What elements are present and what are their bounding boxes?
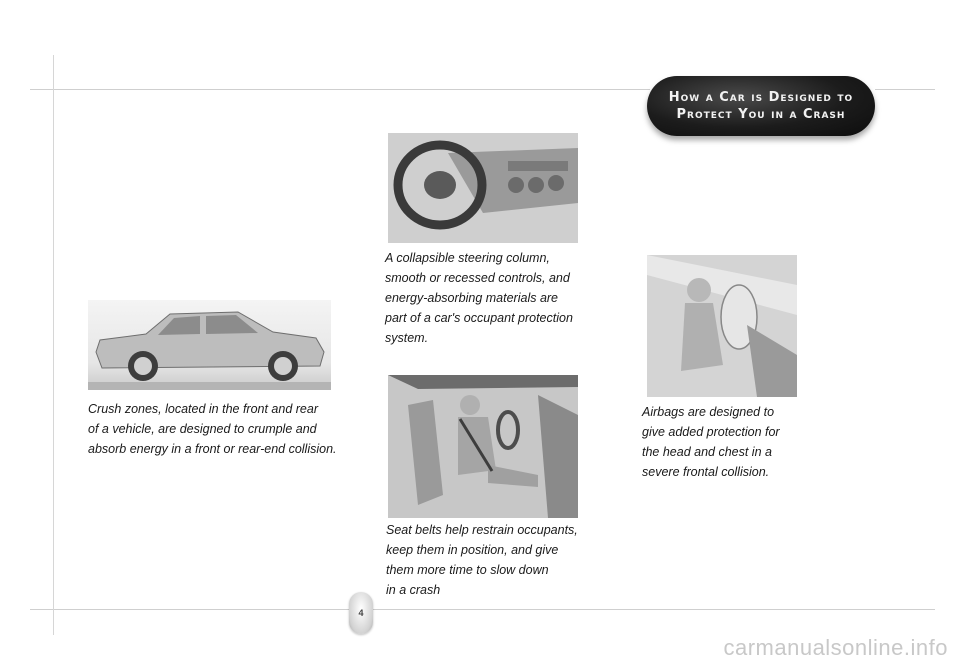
car-side-illustration	[88, 300, 331, 390]
airbag-illustration	[647, 255, 797, 397]
airbags-caption: Airbags are designed to give added protection for the head and chest in a severe frontal collision.	[642, 405, 780, 479]
seat-belts-caption: Seat belts help restrain occupants, keep them in position, and give them more time to slow down in a crash	[386, 523, 578, 597]
car-icon	[88, 300, 331, 390]
section-title-banner	[647, 76, 875, 136]
banner-line-2: Protect You in a Crash	[676, 107, 846, 122]
page-number: 4	[358, 608, 364, 618]
steering-wheel-icon	[388, 133, 578, 243]
top-rule	[30, 89, 650, 90]
seat-belt-icon	[388, 375, 578, 518]
banner-line-1: How a Car is Designed to	[668, 90, 854, 105]
steering-column-caption: A collapsible steering column, smooth or recessed controls, and energy-absorbing materials are part of a car's occupant protection system.	[385, 251, 573, 345]
crush-zones-caption: Crush zones, located in the front and rear of a vehicle, are designed to crumple and absorb energy in a front or rear-end collision.	[88, 402, 337, 456]
airbag-icon	[647, 255, 797, 397]
bottom-rule	[30, 609, 935, 610]
left-margin-rule	[53, 55, 54, 635]
page-number-badge	[349, 592, 373, 634]
steering-wheel-illustration	[388, 133, 578, 243]
top-rule-right	[875, 89, 935, 90]
seat-belt-illustration	[388, 375, 578, 518]
watermark: carmanualsonline.info	[723, 635, 948, 660]
